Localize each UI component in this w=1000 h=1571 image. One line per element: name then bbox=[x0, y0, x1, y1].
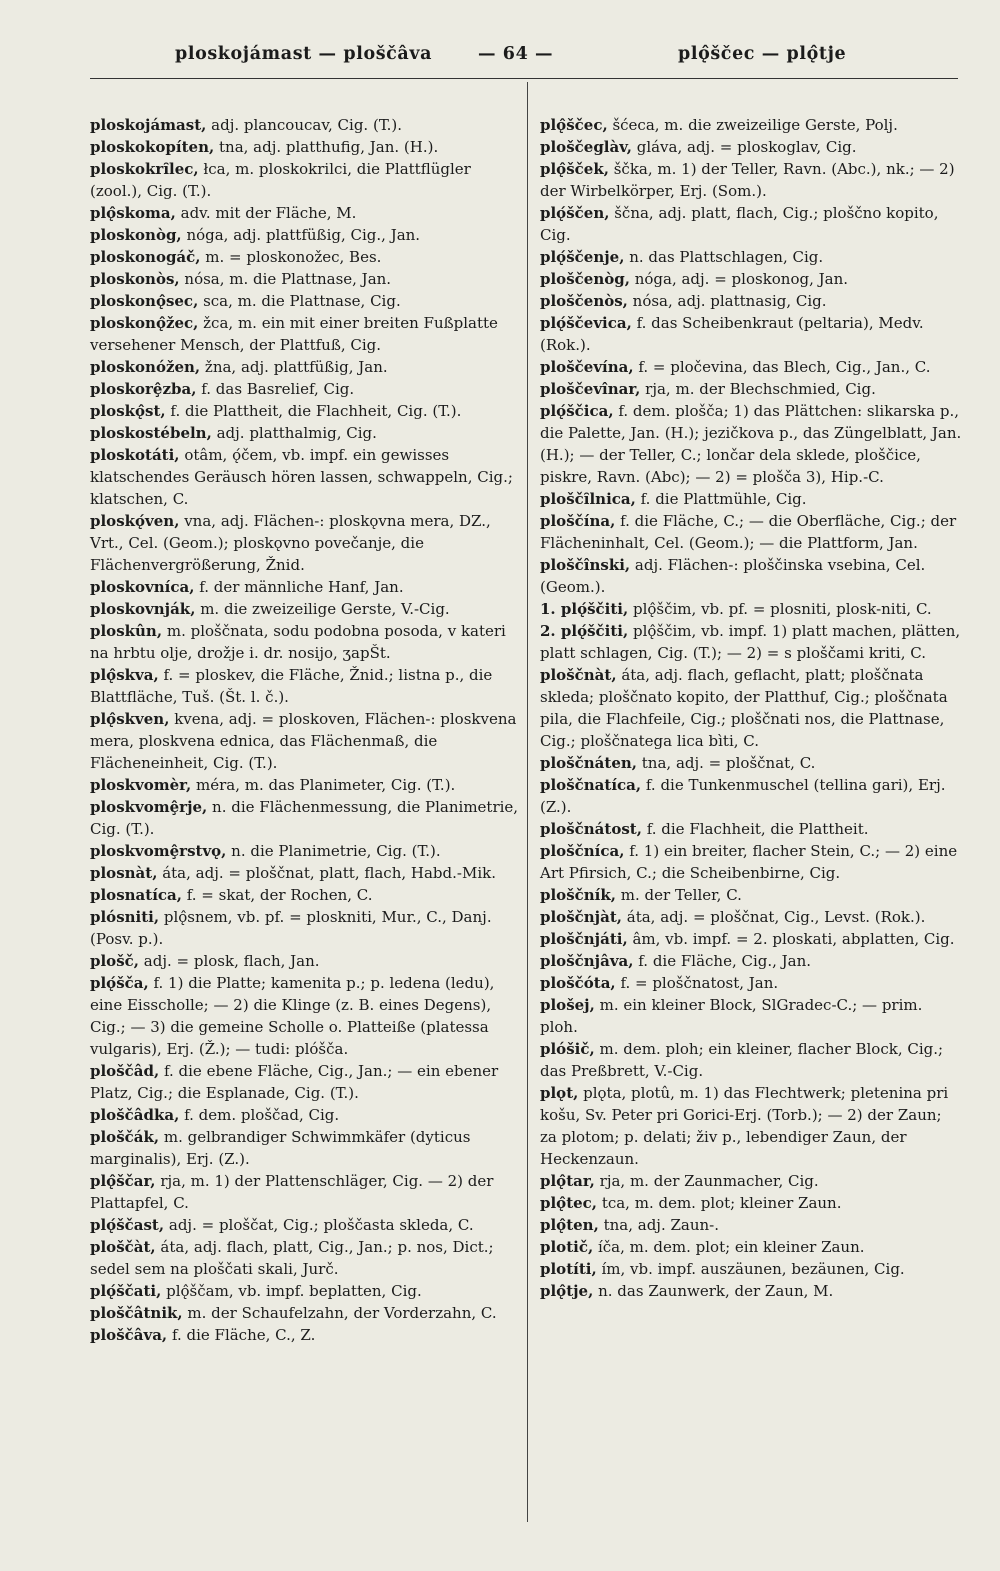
dictionary-entry bbox=[540, 510, 962, 554]
entry-headword: ploščník, bbox=[540, 886, 616, 904]
dictionary-entry bbox=[540, 884, 962, 906]
entry-definition: m. ein kleiner Block, SlGradec-C.; — prim. ploh. bbox=[540, 996, 923, 1036]
entry-headword: ploščevína, bbox=[540, 358, 634, 376]
entry-headword: plošej, bbox=[540, 996, 595, 1014]
entry-definition: n. das Zaunwerk, der Zaun, M. bbox=[598, 1282, 834, 1300]
entry-definition: ščna, adj. platt, flach, Cig.; ploščno kopito, Cig. bbox=[540, 204, 939, 244]
entry-headword: plotíti, bbox=[540, 1260, 597, 1278]
dictionary-entry bbox=[540, 972, 962, 994]
dictionary-entry bbox=[540, 906, 962, 928]
entry-definition: m. der Schaufelzahn, der Vorderzahn, C. bbox=[187, 1304, 497, 1322]
entry-definition: adj. = plosk, flach, Jan. bbox=[143, 952, 320, 970]
entry-headword: 2. plǫ́ščiti, bbox=[540, 622, 629, 640]
entry-definition: f. die Plattmühle, Cig. bbox=[640, 490, 807, 508]
entry-definition: adj. plancoucav, Cig. (T.). bbox=[211, 116, 403, 134]
entry-definition: žca, m. ein mit einer breiten Fußplatte versehener Mensch, der Plattfuß, Cig. bbox=[90, 314, 498, 354]
running-head-left: ploskojámast — ploščâva bbox=[175, 44, 433, 64]
entry-definition: plǫ̂ščim, vb. pf. = plosniti, plosk-niti, C. bbox=[632, 600, 932, 618]
entry-definition: m. gelbrandiger Schwimmkäfer (dyticus marginalis), Erj. (Z.). bbox=[90, 1128, 471, 1168]
entry-headword: plǫ́ščevica, bbox=[540, 314, 632, 332]
entry-headword: plotič, bbox=[540, 1238, 594, 1256]
left-column bbox=[90, 114, 522, 1346]
entry-definition: f. die Plattheit, die Flachheit, Cig. (T.). bbox=[170, 402, 462, 420]
entry-headword: ploščnàt, bbox=[540, 666, 617, 684]
dictionary-entry bbox=[540, 114, 962, 136]
right-column bbox=[540, 114, 962, 1302]
entry-headword: plǫ̂tec, bbox=[540, 1194, 598, 1212]
dictionary-entry bbox=[540, 1038, 962, 1082]
dictionary-entry bbox=[540, 246, 962, 268]
dictionary-entry bbox=[90, 620, 522, 664]
entry-definition: f. die Fläche, Cig., Jan. bbox=[638, 952, 812, 970]
entry-headword: ploščâdka, bbox=[90, 1106, 180, 1124]
entry-definition: plǫta, plotû, m. 1) das Flechtwerk; pletenina pri košu, Sv. Peter pri Gorici-Erj. (Torb.); — 2) der Zaun; za plotom; p. delati; živ p., lebendiger Zaun, der Heckenzaun. bbox=[540, 1084, 949, 1168]
entry-definition: f. die Fläche, C., Z. bbox=[171, 1326, 316, 1344]
entry-definition: áta, adj. = ploščnat, platt, flach, Habd.-Mik. bbox=[162, 864, 496, 882]
entry-headword: plǫ́ščati, bbox=[90, 1282, 162, 1300]
entry-headword: plǫ́ščen, bbox=[540, 204, 610, 222]
entry-headword: ploskǫ̂st, bbox=[90, 402, 166, 420]
entry-headword: ploščâd, bbox=[90, 1062, 160, 1080]
entry-definition: f. = ploščnatost, Jan. bbox=[620, 974, 779, 992]
entry-definition: m. = ploskonožec, Bes. bbox=[205, 248, 382, 266]
entry-headword: ploskovnják, bbox=[90, 600, 196, 618]
dictionary-entry bbox=[540, 290, 962, 312]
dictionary-entry bbox=[90, 840, 522, 862]
dictionary-entry bbox=[90, 422, 522, 444]
entry-headword: ploskûn, bbox=[90, 622, 163, 640]
dictionary-entry bbox=[540, 488, 962, 510]
entry-headword: ploskonòg, bbox=[90, 226, 182, 244]
entry-headword: plǫ́ščica, bbox=[540, 402, 614, 420]
dictionary-entry bbox=[540, 752, 962, 774]
entry-definition: f. das Scheibenkraut (peltaria), Medv. (Rok.). bbox=[540, 314, 924, 354]
entry-definition: n. die Planimetrie, Cig. (T.). bbox=[231, 842, 441, 860]
entry-definition: žna, adj. plattfüßig, Jan. bbox=[204, 358, 388, 376]
entry-headword: plǫ̂ščec, bbox=[540, 116, 608, 134]
entry-headword: plóšič, bbox=[540, 1040, 595, 1058]
dictionary-entry bbox=[540, 554, 962, 598]
entry-headword: plǫ́ščast, bbox=[90, 1216, 165, 1234]
entry-definition: f. = ploskev, die Fläche, Žnid.; listna p., die Blattfläche, Tuš. (Št. l. č.). bbox=[90, 666, 493, 706]
entry-definition: áta, adj. = ploščnat, Cig., Levst. (Rok.). bbox=[626, 908, 926, 926]
entry-definition: tna, adj. = ploščnat, C. bbox=[641, 754, 816, 772]
entry-headword: ploščnjàt, bbox=[540, 908, 622, 926]
dictionary-entry bbox=[540, 950, 962, 972]
dictionary-entry bbox=[540, 356, 962, 378]
entry-headword: ploščnjáti, bbox=[540, 930, 628, 948]
dictionary-entry bbox=[90, 1236, 522, 1280]
dictionary-entry bbox=[90, 1126, 522, 1170]
entry-definition: gláva, adj. = ploskoglav, Cig. bbox=[636, 138, 857, 156]
entry-headword: ploskvomèr, bbox=[90, 776, 192, 794]
entry-headword: ploščâva, bbox=[90, 1326, 168, 1344]
dictionary-entry bbox=[90, 268, 522, 290]
entry-headword: ploskonòs, bbox=[90, 270, 180, 288]
entry-definition: m. die zweizeilige Gerste, V.-Cig. bbox=[200, 600, 450, 618]
dictionary-entry bbox=[540, 598, 962, 620]
entry-headword: ploskojámast, bbox=[90, 116, 207, 134]
entry-definition: n. das Plattschlagen, Cig. bbox=[629, 248, 824, 266]
entry-headword: ploščnjâva, bbox=[540, 952, 634, 970]
dictionary-entry bbox=[90, 444, 522, 510]
dictionary-entry bbox=[540, 1170, 962, 1192]
dictionary-entry bbox=[90, 664, 522, 708]
dictionary-entry bbox=[540, 136, 962, 158]
dictionary-entry bbox=[540, 378, 962, 400]
entry-definition: f. = pločevina, das Blech, Cig., Jan., C. bbox=[638, 358, 931, 376]
entry-definition: kvena, adj. = ploskoven, Flächen-: ploskvena mera, ploskvena ednica, das Flächenmaß, die Flächeneinheit, Cig. (T.). bbox=[90, 710, 517, 772]
entry-definition: f. = skat, der Rochen, C. bbox=[186, 886, 373, 904]
entry-headword: ploščàt, bbox=[90, 1238, 156, 1256]
entry-headword: plǫ̂ten, bbox=[540, 1216, 599, 1234]
entry-definition: áta, adj. flach, geflacht, platt; ploščnata skleda; ploščnato kopito, der Platthuf, Cig.; ploščnata pila, die Flachfeile, Cig.; ploščnati nos, die Plattnase, Cig.; ploščnatega lica bìti, C. bbox=[540, 666, 948, 750]
entry-headword: ploskorȩ̂zba, bbox=[90, 380, 197, 398]
entry-definition: f. die Fläche, C.; — die Oberfläche, Cig.; der Flächeninhalt, Cel. (Geom.); — die Plattform, Jan. bbox=[540, 512, 957, 552]
dictionary-entry bbox=[90, 224, 522, 246]
entry-headword: ploščína, bbox=[540, 512, 616, 530]
dictionary-entry bbox=[90, 400, 522, 422]
entry-headword: plǫ́šča, bbox=[90, 974, 149, 992]
dictionary-entry bbox=[540, 312, 962, 356]
dictionary-entry bbox=[540, 268, 962, 290]
dictionary-entry bbox=[540, 928, 962, 950]
entry-headword: ploskokrȋlec, bbox=[90, 160, 199, 178]
entry-definition: f. dem. plošča; 1) das Plättchen: slikarska p., die Palette, Jan. (H.); jezičkova p., das Züngelblatt, Jan. (H.); — der Teller, C.; lončar dela sklede, ploščice, piskre, Ravn. (Abc); — 2) = plošča 3), Hip.-C. bbox=[540, 402, 962, 486]
dictionary-entry bbox=[90, 158, 522, 202]
dictionary-entry bbox=[90, 1280, 522, 1302]
entry-headword: plǫ̂tar, bbox=[540, 1172, 595, 1190]
entry-definition: f. der männliche Hanf, Jan. bbox=[199, 578, 404, 596]
entry-headword: ploskonóžen, bbox=[90, 358, 201, 376]
entry-definition: otâm, ǫ́čem, vb. impf. ein gewisses klatschendes Geräusch hören lassen, schwappeln, Cig.; klatschen, C. bbox=[90, 446, 513, 508]
dictionary-entry bbox=[540, 158, 962, 202]
entry-headword: plǫ́ščenje, bbox=[540, 248, 625, 266]
entry-definition: adv. mit der Fläche, M. bbox=[180, 204, 357, 222]
dictionary-entry bbox=[90, 884, 522, 906]
entry-headword: plǫ̂šček, bbox=[540, 160, 609, 178]
entry-headword: plosnatíca, bbox=[90, 886, 182, 904]
entry-headword: ploskǫ́ven, bbox=[90, 512, 180, 530]
dictionary-entry bbox=[90, 950, 522, 972]
entry-definition: nósa, m. die Plattnase, Jan. bbox=[184, 270, 392, 288]
dictionary-entry bbox=[540, 664, 962, 752]
entry-definition: nóga, adj. plattfüßig, Cig., Jan. bbox=[186, 226, 421, 244]
dictionary-entry bbox=[90, 862, 522, 884]
entry-definition: rja, m. der Blechschmied, Cig. bbox=[645, 380, 876, 398]
entry-headword: ploščevînar, bbox=[540, 380, 641, 398]
entry-definition: tna, adj. platthufig, Jan. (H.). bbox=[219, 138, 439, 156]
dictionary-entry bbox=[540, 1214, 962, 1236]
dictionary-entry bbox=[540, 840, 962, 884]
entry-definition: rja, m. 1) der Plattenschläger, Cig. — 2) der Plattapfel, C. bbox=[90, 1172, 494, 1212]
dictionary-entry bbox=[90, 378, 522, 400]
entry-definition: plǫ̂ščam, vb. impf. beplatten, Cig. bbox=[166, 1282, 422, 1300]
entry-headword: ploščnátost, bbox=[540, 820, 642, 838]
entry-headword: ploščenòg, bbox=[540, 270, 630, 288]
dictionary-entry bbox=[540, 774, 962, 818]
entry-headword: ploščóta, bbox=[540, 974, 616, 992]
dictionary-entry bbox=[90, 202, 522, 224]
entry-definition: adj. Flächen-: ploščinska vsebina, Cel. (Geom.). bbox=[540, 556, 926, 596]
entry-headword: ploskotáti, bbox=[90, 446, 180, 464]
dictionary-entry bbox=[90, 774, 522, 796]
dictionary-entry bbox=[90, 598, 522, 620]
entry-headword: ploskvomȩ̂rje, bbox=[90, 798, 208, 816]
entry-definition: íča, m. dem. plot; ein kleiner Zaun. bbox=[597, 1238, 865, 1256]
entry-definition: nósa, adj. plattnasig, Cig. bbox=[632, 292, 827, 310]
entry-definition: âm, vb. impf. = 2. ploskati, abplatten, Cig. bbox=[632, 930, 955, 948]
entry-headword: ploskonǫ̂žec, bbox=[90, 314, 199, 332]
entry-definition: f. die Tunkenmuschel (tellina gari), Erj. (Z.). bbox=[540, 776, 946, 816]
dictionary-entry bbox=[540, 400, 962, 488]
dictionary-entry bbox=[90, 1060, 522, 1104]
entry-definition: vna, adj. Flächen-: ploskǫvna mera, DZ., Vrt., Cel. (Geom.); ploskǫvno povečanje, die Flächenvergrößerung, Žnid. bbox=[90, 512, 491, 574]
entry-headword: ploščînski, bbox=[540, 556, 631, 574]
entry-headword: plósniti, bbox=[90, 908, 160, 926]
dictionary-entry bbox=[90, 290, 522, 312]
dictionary-entry bbox=[540, 994, 962, 1038]
entry-definition: plǫ̂ščim, vb. impf. 1) platt machen, plätten, platt schlagen, Cig. (T.); — 2) = s ploščami kriti, C. bbox=[540, 622, 961, 662]
page-number: — 64 — bbox=[478, 44, 554, 64]
entry-definition: adj. platthalmig, Cig. bbox=[216, 424, 377, 442]
entry-headword: plošč, bbox=[90, 952, 139, 970]
entry-headword: plǫ̂skva, bbox=[90, 666, 159, 684]
entry-headword: ploščȋlnica, bbox=[540, 490, 636, 508]
running-head-right: plǫ̂ščec — plǫ̂tje bbox=[678, 44, 847, 64]
entry-definition: f. dem. ploščad, Cig. bbox=[184, 1106, 340, 1124]
entry-definition: f. die ebene Fläche, Cig., Jan.; — ein ebener Platz, Cig.; die Esplanade, Cig. (T.). bbox=[90, 1062, 499, 1102]
entry-headword: plosnàt, bbox=[90, 864, 158, 882]
entry-headword: plǫ̂ščar, bbox=[90, 1172, 156, 1190]
entry-definition: adj. = ploščat, Cig.; ploščasta skleda, C. bbox=[168, 1216, 474, 1234]
dictionary-entry bbox=[540, 1258, 962, 1280]
entry-headword: ploščnáten, bbox=[540, 754, 637, 772]
entry-definition: šćeca, m. die zweizeilige Gerste, Polj. bbox=[612, 116, 898, 134]
dictionary-entry bbox=[540, 1192, 962, 1214]
header-rule bbox=[90, 78, 958, 79]
entry-headword: ploščák, bbox=[90, 1128, 160, 1146]
entry-definition: n. die Flächenmessung, die Planimetrie, Cig. (T.). bbox=[90, 798, 519, 838]
dictionary-entry bbox=[90, 136, 522, 158]
dictionary-entry bbox=[90, 1324, 522, 1346]
entry-headword: plǫ̂skoma, bbox=[90, 204, 176, 222]
dictionary-entry bbox=[90, 1170, 522, 1214]
dictionary-entry bbox=[540, 818, 962, 840]
entry-definition: łca, m. ploskokrilci, die Plattflügler (zool.), Cig. (T.). bbox=[90, 160, 471, 200]
entry-headword: ploskostébeln, bbox=[90, 424, 212, 442]
entry-definition: f. das Basrelief, Cig. bbox=[201, 380, 355, 398]
entry-headword: ploščníca, bbox=[540, 842, 625, 860]
entry-definition: plǫ̂snem, vb. pf. = ploskniti, Mur., C., Danj. (Posv. p.). bbox=[90, 908, 492, 948]
dictionary-entry bbox=[90, 114, 522, 136]
entry-definition: m. ploščnata, sodu podobna posoda, v kateri na hrbtu olje, drožje i. dr. nosijo, ʒapŠt. bbox=[90, 622, 506, 662]
entry-definition: tna, adj. Zaun-. bbox=[603, 1216, 720, 1234]
entry-definition: méra, m. das Planimeter, Cig. (T.). bbox=[195, 776, 456, 794]
entry-headword: plǫt, bbox=[540, 1084, 579, 1102]
entry-definition: tca, m. dem. plot; kleiner Zaun. bbox=[601, 1194, 842, 1212]
entry-headword: plǫ̂skven, bbox=[90, 710, 170, 728]
dictionary-entry bbox=[90, 1214, 522, 1236]
entry-definition: nóga, adj. = ploskonog, Jan. bbox=[634, 270, 849, 288]
dictionary-entry bbox=[90, 510, 522, 576]
dictionary-entry bbox=[90, 312, 522, 356]
dictionary-entry bbox=[540, 1082, 962, 1170]
dictionary-entry bbox=[90, 708, 522, 774]
entry-definition: f. 1) ein breiter, flacher Stein, C.; — 2) eine Art Pfirsich, C.; die Scheibenbirne, Cig. bbox=[540, 842, 958, 882]
entry-definition: f. die Flachheit, die Plattheit. bbox=[646, 820, 869, 838]
entry-definition: f. 1) die Platte; kamenita p.; p. ledena (ledu), eine Eisscholle; — 2) die Klinge (z. B. eines Degens), Cig.; — 3) die gemeine Scholle o. Platteiße (platessa vulgaris), Erj. (Ž.); — tudi: plóšča. bbox=[90, 974, 495, 1058]
entry-definition: sca, m. die Plattnase, Cig. bbox=[203, 292, 401, 310]
entry-headword: ploskokopíten, bbox=[90, 138, 215, 156]
entry-headword: ploskovníca, bbox=[90, 578, 195, 596]
entry-headword: ploskonogáč, bbox=[90, 248, 201, 266]
entry-definition: rja, m. der Zaunmacher, Cig. bbox=[599, 1172, 819, 1190]
dictionary-entry bbox=[540, 620, 962, 664]
dictionary-entry bbox=[90, 1302, 522, 1324]
dictionary-entry bbox=[90, 246, 522, 268]
entry-headword: ploščâtnik, bbox=[90, 1304, 183, 1322]
entry-headword: ploskvomȩ̂rstvǫ, bbox=[90, 842, 227, 860]
dictionary-entry bbox=[540, 1236, 962, 1258]
dictionary-entry bbox=[540, 202, 962, 246]
entry-headword: 1. plǫ́ščiti, bbox=[540, 600, 629, 618]
dictionary-entry bbox=[90, 906, 522, 950]
dictionary-entry bbox=[90, 1104, 522, 1126]
entry-headword: ploščnatíca, bbox=[540, 776, 642, 794]
entry-headword: ploščenòs, bbox=[540, 292, 628, 310]
dictionary-entry bbox=[90, 576, 522, 598]
entry-headword: ploskonǫ̂sec, bbox=[90, 292, 199, 310]
entry-definition: m. der Teller, C. bbox=[620, 886, 742, 904]
entry-headword: ploščeglàv, bbox=[540, 138, 632, 156]
column-divider bbox=[527, 82, 528, 1522]
dictionary-entry bbox=[90, 972, 522, 1060]
entry-definition: áta, adj. flach, platt, Cig., Jan.; p. nos, Dict.; sedel sem na ploščati skali, Jurč. bbox=[90, 1238, 494, 1278]
entry-definition: ím, vb. impf. auszäunen, bezäunen, Cig. bbox=[601, 1260, 905, 1278]
entry-definition: m. dem. ploh; ein kleiner, flacher Block, Cig.; das Preßbrett, V.-Cig. bbox=[540, 1040, 944, 1080]
entry-headword: plǫ̂tje, bbox=[540, 1282, 594, 1300]
entry-definition: ščka, m. 1) der Teller, Ravn. (Abc.), nk.; — 2) der Wirbelkörper, Erj. (Som.). bbox=[540, 160, 955, 200]
dictionary-entry bbox=[540, 1280, 962, 1302]
dictionary-entry bbox=[90, 356, 522, 378]
dictionary-entry bbox=[90, 796, 522, 840]
